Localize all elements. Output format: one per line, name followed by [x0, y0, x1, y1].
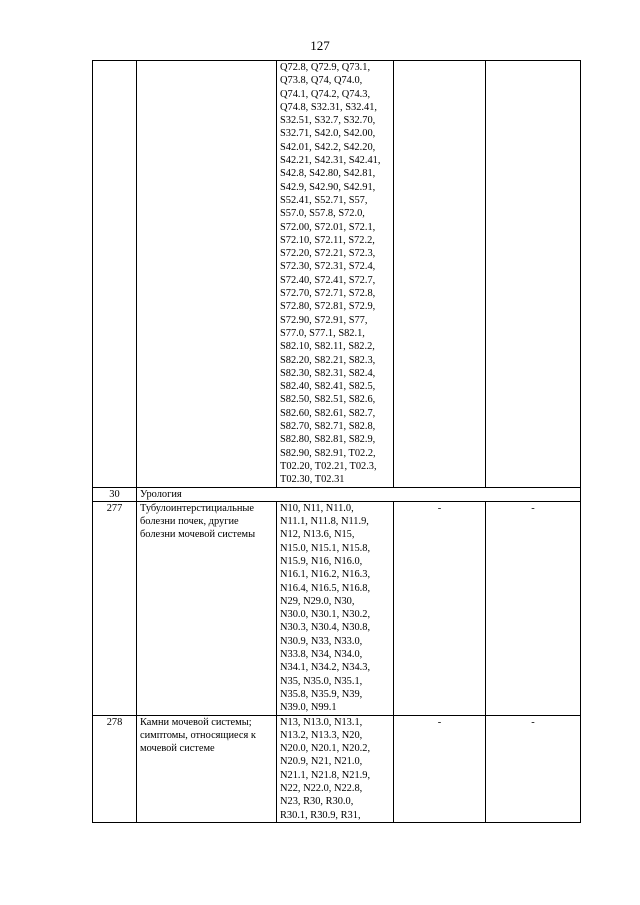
row-number-cell: 278 [93, 715, 137, 822]
page-number: 127 [310, 38, 330, 53]
diagnosis-codes-cell: Q72.8, Q72.9, Q73.1, Q73.8, Q74, Q74.0, Q74.1, Q74.2, Q74.3, Q74.8, S32.31, S32.41, S32.51, S32.7, S32.70, S32.71, S42.0, S42.00, S42.01, S42.2, S42.20, S42.21, S42.31, S42.41, S42.8, S42.80, S42.81, S42.9, S42.90, S42.91, S52.41, S52.71, S57, S57.0, S57.8, S72.0, S72.00, S72.01, S72.1, S72.10, S72.11, S72.2, S72.20, S72.21, S72.3, S72.30, S72.31, S72.4, S72.40, S72.41, S72.7, S72.70, S72.71, S72.8, S72.80, S72.81, S72.9, S72.90, S72.91, S77, S77.0, S77.1, S82.1, S82.10, S82.11, S82.2, S82.20, S82.21, S82.3, S82.30, S82.31, S82.4, S82.40, S82.41, S82.5, S82.50, S82.51, S82.6, S82.60, S82.61, S82.7, S82.70, S82.71, S82.8, S82.80, S82.81, S82.9, S82.90, S82.91, T02.2, T02.20, T02.21, T02.3, T02.30, T02.31 [277, 61, 394, 488]
row-name-cell: Камни мочевой системы; симптомы, относящиеся к мочевой системе [137, 715, 277, 822]
section-row [93, 487, 581, 501]
row-name-cell [137, 61, 277, 488]
row-name-cell: Тубулоинтерстициальные болезни почек, другие болезни мочевой системы [137, 501, 277, 715]
coefficient-cell [486, 61, 581, 488]
coefficient-cell: - [486, 715, 581, 822]
coefficient-cell: - [394, 501, 486, 715]
table-row [93, 501, 581, 715]
table-row [93, 61, 581, 488]
section-title-cell: Урология [137, 487, 581, 501]
table-row [93, 715, 581, 822]
row-number-cell [93, 61, 137, 488]
classification-table [92, 60, 581, 823]
section-number-cell: 30 [93, 487, 137, 501]
diagnosis-codes-cell: N10, N11, N11.0, N11.1, N11.8, N11.9, N12, N13.6, N15, N15.0, N15.1, N15.8, N15.9, N16, N16.0, N16.1, N16.2, N16.3, N16.4, N16.5, N16.8, N29, N29.0, N30, N30.0, N30.1, N30.2, N30.3, N30.4, N30.8, N30.9, N33, N33.0, N33.8, N34, N34.0, N34.1, N34.2, N34.3, N35, N35.0, N35.1, N35.8, N35.9, N39, N39.0, N99.1 [277, 501, 394, 715]
coefficient-cell [394, 61, 486, 488]
coefficient-cell: - [394, 715, 486, 822]
diagnosis-codes-cell: N13, N13.0, N13.1, N13.2, N13.3, N20, N20.0, N20.1, N20.2, N20.9, N21, N21.0, N21.1, N21.8, N21.9, N22, N22.0, N22.8, N23, R30, R30.0, R30.1, R30.9, R31, [277, 715, 394, 822]
coefficient-cell: - [486, 501, 581, 715]
row-number-cell: 277 [93, 501, 137, 715]
